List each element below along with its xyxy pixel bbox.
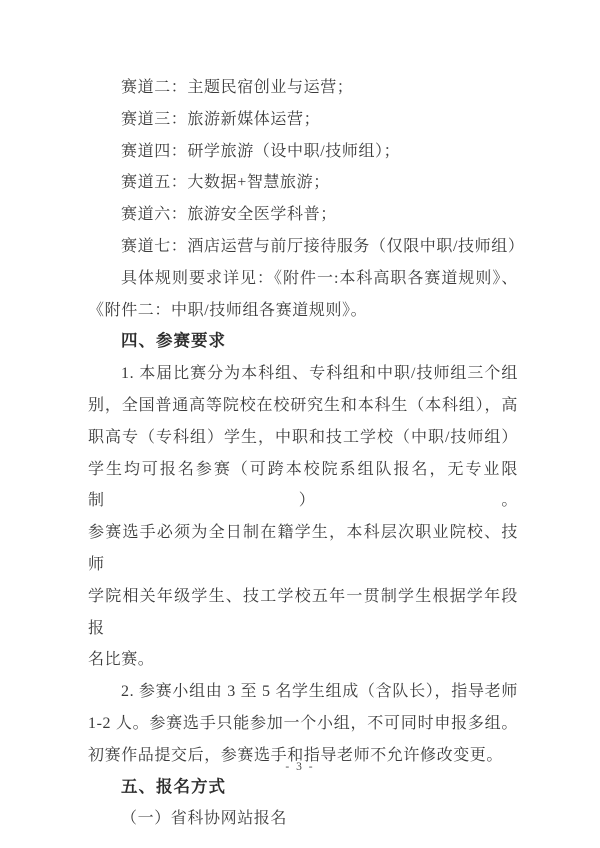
paragraph-line: 初赛作品提交后，参赛选手和指导老师不允许修改变更。 <box>88 746 504 764</box>
section-4-heading: 四、参赛要求 <box>121 332 226 351</box>
paragraph-line: 名比赛。 <box>88 651 155 669</box>
paragraph-line: 别，全国普通高等院校在校研究生和本科生（本科组），高 <box>88 396 518 414</box>
track-line-3: 赛道三：旅游新媒体运营； <box>121 110 321 128</box>
paragraph-line: 学生均可报名参赛（可跨本校院系组队报名，无专业限制）。 <box>88 460 518 510</box>
paragraph-line: 学院相关年级学生、技工学校五年一贯制学生根据学年段报 <box>88 587 518 637</box>
paragraph-line: 1-2 人。参赛选手只能参加一个小组，不可同时申报多组。 <box>88 714 518 732</box>
track-line-2: 赛道二：主题民宿创业与运营； <box>121 79 354 96</box>
paragraph-line: 1. 本届比赛分为本科组、专科组和中职/技师组三个组 <box>121 365 518 383</box>
section-5-sub-heading: （一）省科协网站报名 <box>121 810 288 828</box>
rules-note-line: 《附件二：中职/技师组各赛道规则》。 <box>88 301 368 319</box>
rules-note-line: 具体规则要求详见：《附件一:本科高职各赛道规则》、 <box>121 269 518 287</box>
track-line-5: 赛道五：大数据+智慧旅游； <box>121 174 330 192</box>
section-5-heading: 五、报名方式 <box>121 777 226 796</box>
footer-page-number: - 3 - <box>285 761 315 773</box>
track-line-6: 赛道六：旅游安全医学科普； <box>121 206 337 224</box>
paragraph-line: 职高专（专科组）学生，中职和技工学校（中职/技师组） <box>88 428 518 446</box>
paragraph-line: 2. 参赛小组由 3 至 5 名学生组成（含队长），指导老师 <box>121 683 518 701</box>
track-line-7: 赛道七：酒店运营与前厅接待服务（仅限中职/技师组） <box>121 237 525 255</box>
track-line-4: 赛道四：研学旅游（设中职/技师组）； <box>121 142 401 160</box>
document-body <box>88 72 525 835</box>
paragraph-line: 参赛选手必须为全日制在籍学生，本科层次职业院校、技师 <box>88 524 518 573</box>
